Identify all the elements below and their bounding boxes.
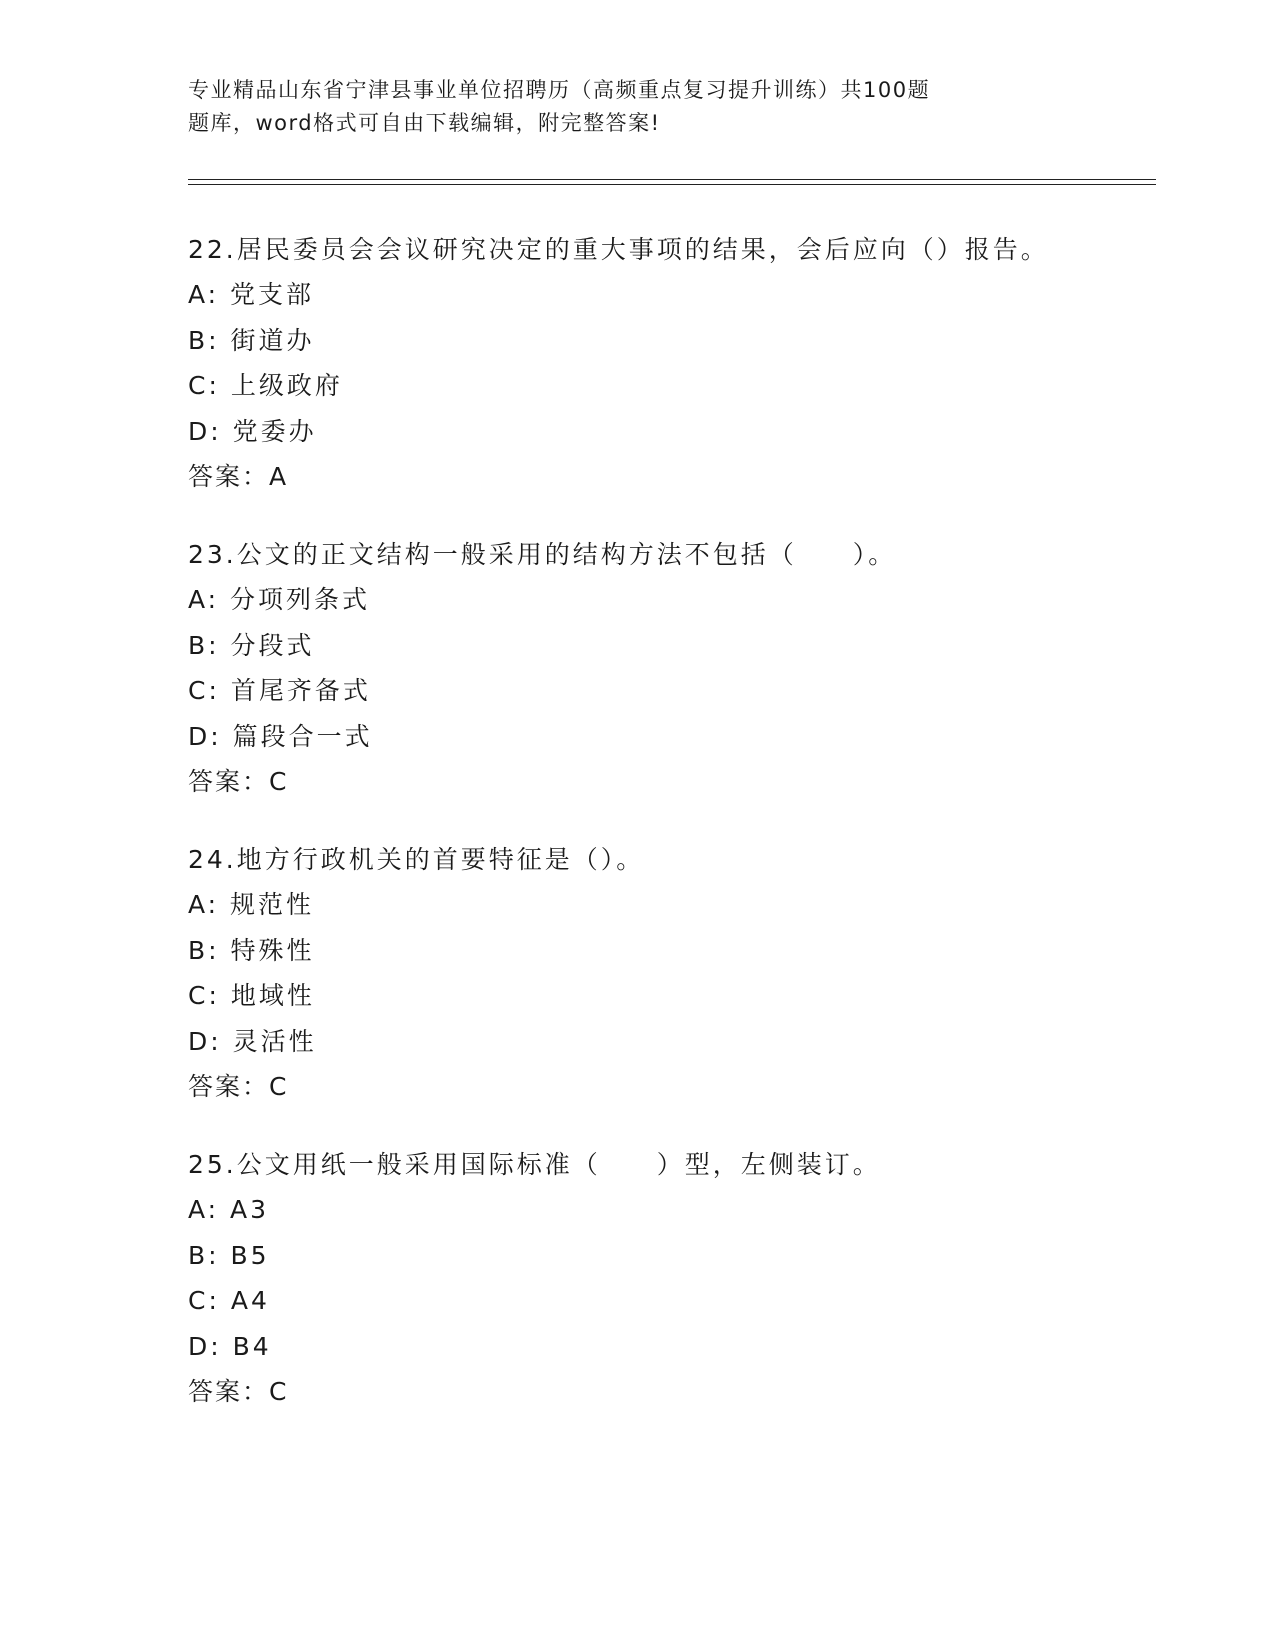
- option-a: [188, 1187, 1148, 1233]
- option-label: B:: [188, 1240, 220, 1270]
- answer-line: [188, 1369, 1148, 1414]
- option-c: [188, 1278, 1148, 1324]
- option-text: 规范性: [230, 890, 315, 919]
- question-stem: 23.公文的正文结构一般采用的结构方法不包括（ ）。: [188, 540, 897, 569]
- question-23: [188, 532, 1148, 804]
- option-b: [188, 1233, 1148, 1279]
- option-a: [188, 577, 1148, 623]
- option-label: B:: [188, 630, 220, 660]
- option-text: A4: [230, 1286, 270, 1315]
- question-stem: 22.居民委员会会议研究决定的重大事项的结果，会后应向（）报告。: [188, 235, 1049, 264]
- option-text: B4: [232, 1331, 272, 1361]
- header-title-line-2: 题库，word格式可自由下载编辑，附完整答案!: [188, 111, 661, 135]
- option-label: A:: [188, 890, 220, 919]
- option-c: [188, 973, 1148, 1019]
- option-b: [188, 318, 1148, 364]
- option-text: 党委办: [232, 416, 317, 446]
- option-label: A:: [188, 280, 220, 309]
- question-stem: 25.公文用纸一般采用国际标准（ ）型，左侧装订。: [188, 1150, 881, 1179]
- question-22: [188, 227, 1148, 499]
- option-text: 党支部: [230, 280, 315, 309]
- answer-value: A: [269, 462, 289, 491]
- option-b: [188, 623, 1148, 669]
- option-text: 首尾齐备式: [230, 676, 371, 705]
- answer-line: [188, 759, 1148, 804]
- option-d: [188, 1019, 1148, 1065]
- option-text: 上级政府: [230, 371, 343, 400]
- option-text: 灵活性: [232, 1026, 317, 1056]
- option-text: 篇段合一式: [232, 721, 373, 751]
- option-c: [188, 668, 1148, 714]
- question-25: [188, 1142, 1148, 1414]
- option-a: [188, 272, 1148, 318]
- option-d: [188, 1324, 1148, 1370]
- option-label: B:: [188, 935, 220, 965]
- document-header: [188, 74, 1028, 140]
- option-label: C:: [188, 676, 220, 705]
- option-d: [188, 714, 1148, 760]
- answer-label: 答案：: [188, 767, 270, 796]
- option-a: [188, 882, 1148, 928]
- option-label: D:: [188, 1331, 222, 1361]
- option-label: A:: [188, 1195, 220, 1224]
- answer-value: C: [269, 1377, 289, 1406]
- option-text: 分段式: [230, 630, 315, 660]
- answer-label: 答案：: [188, 462, 270, 491]
- option-text: 分项列条式: [230, 585, 371, 614]
- option-label: D:: [188, 1026, 222, 1056]
- question-stem: 24.地方行政机关的首要特征是（）。: [188, 845, 645, 874]
- header-divider-bottom: [188, 184, 1156, 185]
- option-text: A3: [230, 1195, 270, 1224]
- answer-line: [188, 1064, 1148, 1109]
- answer-line: [188, 454, 1148, 499]
- header-title-line-1: 专业精品山东省宁津县事业单位招聘历（高频重点复习提升训练）共100题: [188, 78, 931, 102]
- answer-value: C: [269, 1072, 289, 1101]
- option-text: B5: [230, 1240, 270, 1270]
- option-text: 特殊性: [230, 935, 315, 965]
- option-label: A:: [188, 585, 220, 614]
- option-d: [188, 409, 1148, 455]
- header-divider-top: [188, 179, 1156, 180]
- option-label: C:: [188, 981, 220, 1010]
- option-text: 地域性: [230, 981, 315, 1010]
- option-label: C:: [188, 371, 220, 400]
- option-label: D:: [188, 416, 222, 446]
- option-text: 街道办: [230, 325, 315, 355]
- answer-value: C: [269, 767, 289, 796]
- option-label: D:: [188, 721, 222, 751]
- option-b: [188, 928, 1148, 974]
- question-24: [188, 837, 1148, 1109]
- answer-label: 答案：: [188, 1072, 270, 1101]
- option-label: B:: [188, 325, 220, 355]
- answer-label: 答案：: [188, 1377, 270, 1406]
- option-c: [188, 363, 1148, 409]
- option-label: C:: [188, 1286, 220, 1315]
